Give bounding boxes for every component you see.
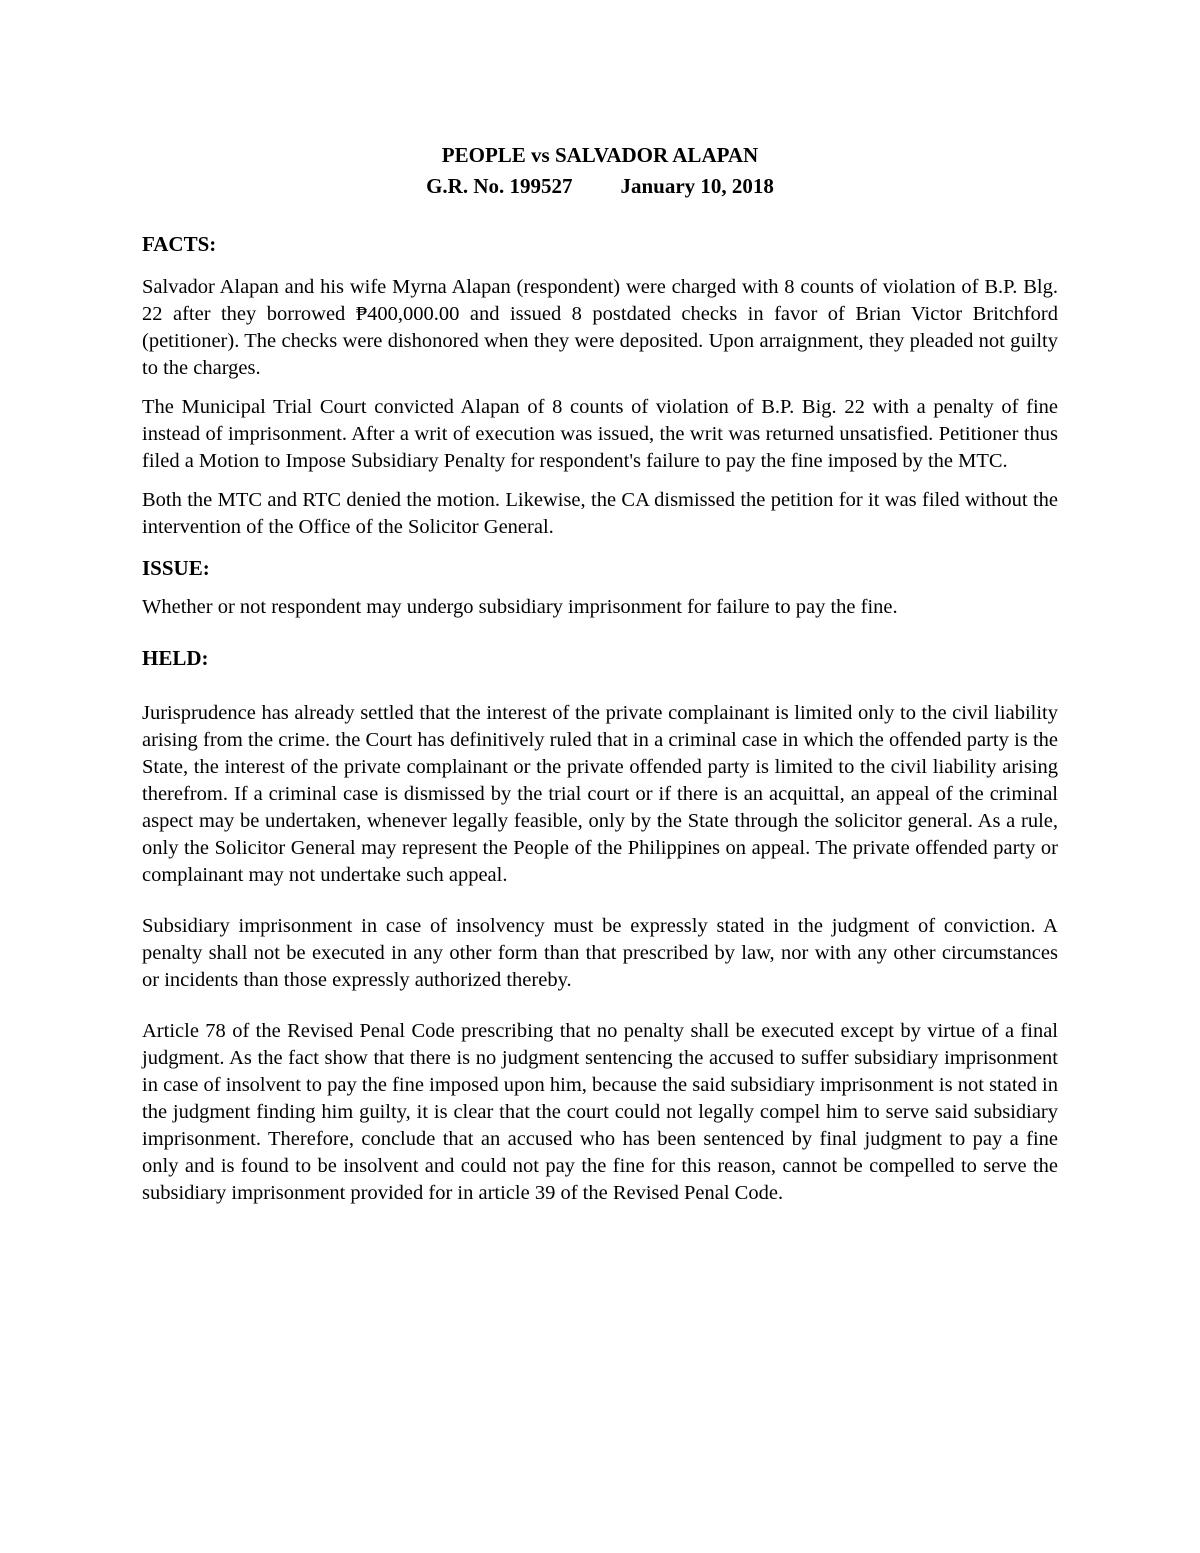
facts-paragraph: Salvador Alapan and his wife Myrna Alapan (respondent) were charged with 8 counts of violation of B.P. Blg. 22 after they borrowed ₱400,000.00 and issued 8 postdated checks in favor of Brian Victor Britchford (petitioner). The checks were dishonored when they were deposited. Upon arraignment, they pleaded not guilty to the charges. [142, 276, 1058, 379]
case-citation-line [142, 171, 1058, 202]
issue-text: Whether or not respondent may undergo subsidiary imprisonment for failure to pay the fine. [142, 596, 898, 618]
facts-heading: FACTS: [142, 232, 217, 256]
case-title: PEOPLE vs SALVADOR ALAPAN [441, 143, 759, 167]
case-title-block [142, 140, 1058, 202]
held-paragraph: Jurisprudence has already settled that the interest of the private complainant is limited only to the civil liability arising from the crime. the Court has definitively ruled that in a criminal case in which the offended party is the State, the interest of the private complainant or the private offended party is limited to the civil liability arising therefrom. If a criminal case is dismissed by the trial court or if there is an acquittal, an appeal of the criminal aspect may be undertaken, whenever legally feasible, only by the State through the solicitor general. As a rule, only the Solicitor General may represent the People of the Philippines on appeal. The private offended party or complainant may not undertake such appeal. [142, 702, 1058, 886]
held-paragraph: Subsidiary imprisonment in case of insolvency must be expressly stated in the judgment of conviction. A penalty shall not be executed in any other form than that prescribed by law, nor with any other circumstances or incidents than those expressly authorized thereby. [142, 915, 1058, 991]
held-heading: HELD: [142, 646, 209, 670]
document-page [142, 140, 1058, 1207]
facts-paragraph: Both the MTC and RTC denied the motion. Likewise, the CA dismissed the petition for it was filed without the intervention of the Office of the Solicitor General. [142, 489, 1058, 538]
held-paragraph: Article 78 of the Revised Penal Code prescribing that no penalty shall be executed except by virtue of a final judgment. As the fact show that there is no judgment sentencing the accused to suffer subsidiary imprisonment in case of insolvent to pay the fine imposed upon him, because the said subsidiary imprisonment is not stated in the judgment finding him guilty, it is clear that the court could not legally compel him to serve said subsidiary imprisonment. Therefore, conclude that an accused who has been sentenced by final judgment to pay a fine only and is found to be insolvent and could not pay the fine for this reason, cannot be compelled to serve the subsidiary imprisonment provided for in article 39 of the Revised Penal Code. [142, 1020, 1058, 1204]
issue-heading: ISSUE: [142, 556, 210, 580]
decision-date: January 10, 2018 [620, 174, 774, 198]
facts-paragraph: The Municipal Trial Court convicted Alapan of 8 counts of violation of B.P. Big. 22 with a penalty of fine instead of imprisonment. After a writ of execution was issued, the writ was returned unsatisfied. Petitioner thus filed a Motion to Impose Subsidiary Penalty for respondent's failure to pay the fine imposed by the MTC. [142, 396, 1058, 472]
gr-number: G.R. No. 199527 [426, 174, 573, 198]
